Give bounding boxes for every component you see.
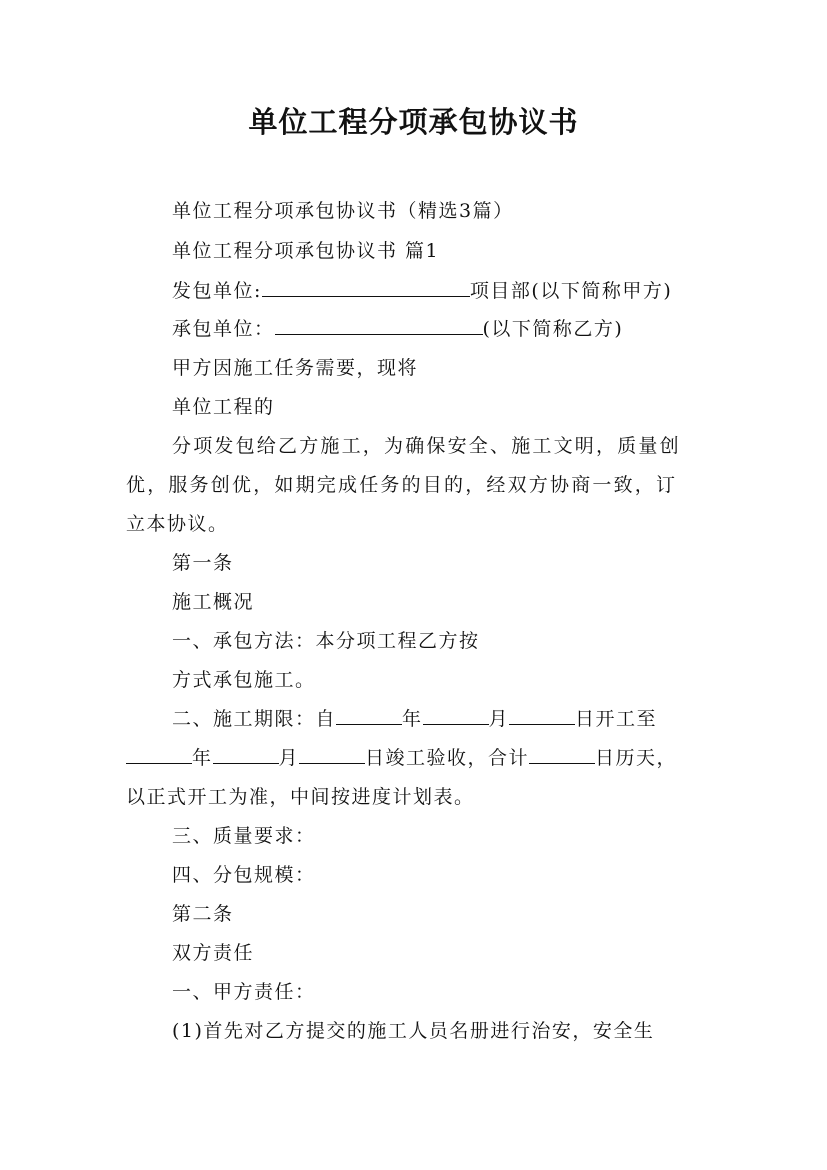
quality-heading: 三、质量要求： xyxy=(172,825,316,847)
start-label: 日开工至 xyxy=(575,708,658,730)
subcontractor-blank xyxy=(275,316,483,335)
body-line: 单位工程的 xyxy=(172,396,275,418)
article-heading: 第二条 xyxy=(172,903,234,925)
body-line: 优，服务创优，如期完成任务的目的，经双方协商一致，订 xyxy=(126,474,678,496)
scale-heading: 四、分包规模： xyxy=(172,864,316,886)
body-line: 方式承包施工。 xyxy=(172,669,316,691)
month-label: 月 xyxy=(278,747,300,769)
contractor-label: 发包单位: xyxy=(172,280,262,302)
year-label: 年 xyxy=(402,708,423,730)
year-blank xyxy=(336,706,402,725)
article-subheading: 双方责任 xyxy=(172,942,255,964)
period-label: 二、施工期限：自 xyxy=(172,708,337,730)
day-blank xyxy=(509,706,575,725)
body-line: 立本协议。 xyxy=(126,513,229,535)
month-blank xyxy=(213,745,279,764)
section-heading-line: 单位工程分项承包协议书 篇1 xyxy=(172,240,440,262)
total-days-blank xyxy=(529,745,595,764)
month-label: 月 xyxy=(488,708,510,730)
month-blank xyxy=(423,706,489,725)
period-line-2 xyxy=(126,745,677,771)
completion-label: 日竣工验收，合计 xyxy=(365,747,530,769)
year-label: 年 xyxy=(192,747,213,769)
subcontractor-label: 承包单位： xyxy=(172,318,275,340)
year-blank xyxy=(126,745,192,764)
body-line: 一、承包方法：本分项工程乙方按 xyxy=(172,630,480,652)
day-blank xyxy=(299,745,365,764)
period-line xyxy=(172,706,657,732)
body-line: 分项发包给乙方施工，为确保安全、施工文明，质量创 xyxy=(172,435,681,457)
body-line: (1)首先对乙方提交的施工人员名册进行治安，安全生 xyxy=(172,1020,655,1042)
contractor-suffix: 项目部(以下简称甲方) xyxy=(469,280,673,302)
contractor-line xyxy=(172,278,672,304)
party-a-heading: 一、甲方责任： xyxy=(172,981,316,1003)
subcontractor-suffix: (以下简称乙方) xyxy=(482,318,624,340)
document-title: 单位工程分项承包协议书 xyxy=(248,105,579,139)
body-line: 甲方因施工任务需要，现将 xyxy=(172,357,419,379)
body-line: 以正式开工为准，中间按进度计划表。 xyxy=(126,786,475,808)
article-heading: 第一条 xyxy=(172,552,234,574)
contractor-blank xyxy=(262,278,470,297)
calendar-days-label: 日历天， xyxy=(595,747,678,769)
subcontractor-line xyxy=(172,316,623,342)
subtitle-line: 单位工程分项承包协议书（精选3篇） xyxy=(172,200,514,222)
article-subheading: 施工概况 xyxy=(172,591,255,613)
